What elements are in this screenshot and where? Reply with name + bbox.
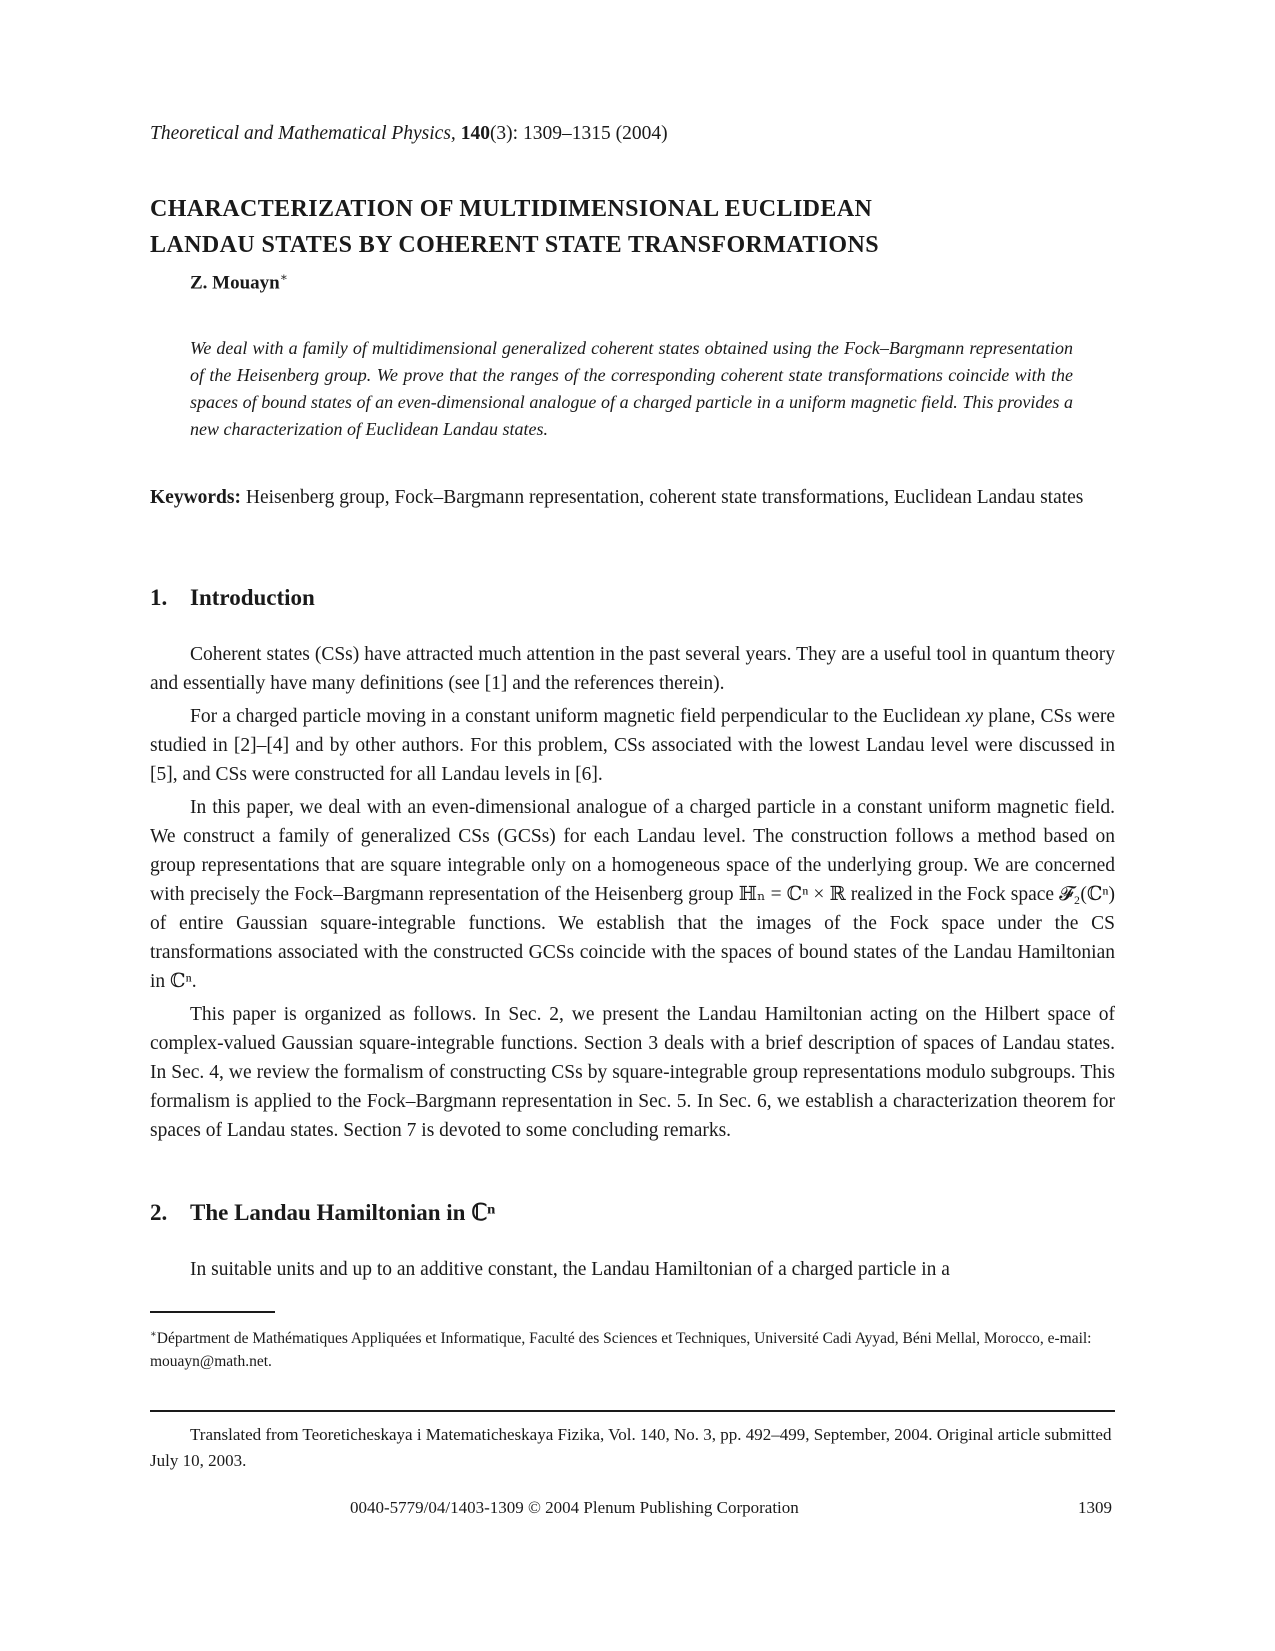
math-xy: xy [965, 706, 984, 727]
section-2-heading [150, 1200, 495, 1226]
footnote-rule [150, 1311, 275, 1313]
title-line-1: CHARACTERIZATION OF MULTIDIMENSIONAL EUCLIDEAN [150, 196, 873, 222]
title-line-2: LANDAU STATES BY COHERENT STATE TRANSFORMATIONS [150, 232, 879, 258]
author-footnote-mark: ∗ [279, 270, 288, 284]
math-heisenberg-group: ℍₙ = ℂⁿ × ℝ [738, 884, 846, 905]
keywords [150, 485, 1115, 511]
keywords-label: Keywords: [150, 487, 241, 508]
journal-volume: 140 [460, 123, 490, 144]
section-2-body [150, 1255, 1115, 1288]
footnote-mark: ∗ [150, 1329, 157, 1340]
section-title: The Landau Hamiltonian in ℂⁿ [190, 1200, 496, 1225]
paragraph: In this paper, we deal with an even-dimensional analogue of a charged particle in a constant uniform magnetic field. We construct a family of generalized CSs (GCSs) for each Landau level. The construction follows a method based on group representations that are square integrable only on a homogeneous space of the underlying group. We are concerned with precisely the Fock–Bargmann representation of the Heisenberg group ℍₙ = ℂⁿ × ℝ realized in the Fock space 𝓕₂(ℂⁿ) of entire Gaussian square-integrable functions. We establish that the images of the Fock space under the CS transformations associated with the constructed GCSs coincide with the spaces of bound states of the Landau Hamiltonian in ℂⁿ. [150, 797, 1115, 992]
section-1-heading [150, 585, 315, 611]
section-number: 2. [150, 1200, 168, 1225]
abstract: We deal with a family of multidimensional generalized coherent states obtained using the Fock–Bargmann representation of the Heisenberg group. We prove that the ranges of the corresponding coherent state transformations coincide with the spaces of bound states of an even-dimensional analogue of a charged particle in a uniform magnetic field. This provides a new characterization of Euclidean Landau states. [190, 338, 1073, 439]
journal-issue-pages: (3): 1309–1315 (2004) [489, 123, 668, 144]
math-fock-space: 𝓕₂(ℂⁿ) [1059, 884, 1115, 905]
publisher-line: 0040-5779/04/1403-1309 © 2004 Plenum Publishing Corporation [350, 1498, 799, 1517]
page-number: 1309 [1078, 1498, 1112, 1517]
section-1-body [150, 640, 1115, 1149]
paragraph: In suitable units and up to an additive constant, the Landau Hamiltonian of a charged particle in a [190, 1259, 950, 1280]
translation-note [150, 1422, 1115, 1474]
paragraph: For a charged particle moving in a constant uniform magnetic field perpendicular to the Euclidean xy plane, CSs were studied in [2]–[4] and by other authors. For this problem, CSs associated with the lowest Landau level were discussed in [5], and CSs were constructed for all Landau levels in [6]. [150, 706, 1115, 785]
journal-name: Theoretical and Mathematical Physics, [150, 123, 456, 144]
translation-note-text: Translated from Teoreticheskaya i Matematicheskaya Fizika, Vol. 140, No. 3, pp. 492–499, September, 2004. Original article submitted July 10, 2003. [150, 1425, 1112, 1470]
section-number: 1. [150, 585, 168, 610]
paper-title [150, 191, 1130, 263]
section-title: Introduction [190, 585, 315, 610]
math-cn: ℂⁿ [170, 971, 192, 992]
translation-rule [150, 1410, 1115, 1412]
journal-citation [150, 123, 668, 145]
paragraph: Coherent states (CSs) have attracted much attention in the past several years. They are a useful tool in quantum theory and essentially have many definitions (see [1] and the references therein). [150, 644, 1115, 694]
author-affiliation-footnote [150, 1323, 1115, 1373]
author [190, 270, 288, 294]
paragraph: This paper is organized as follows. In Sec. 2, we present the Landau Hamiltonian acting on the Hilbert space of complex-valued Gaussian square-integrable functions. Section 3 deals with a brief description of spaces of Landau states. In Sec. 4, we review the formalism of constructing CSs by square-integrable group representations modulo subgroups. This formalism is applied to the Fock–Bargmann representation in Sec. 5. In Sec. 6, we establish a characterization theorem for spaces of Landau states. Section 7 is devoted to some concluding remarks. [150, 1004, 1115, 1141]
author-name: Z. Mouayn [190, 272, 280, 294]
footnote-text: Départment de Mathématiques Appliquées et Informatique, Faculté des Sciences et Techniques, Université Cadi Ayyad, Béni Mellal, Morocco, e-mail: mouayn@math.net. [150, 1330, 1092, 1371]
keywords-text: Heisenberg group, Fock–Bargmann representation, coherent state transformations, Euclidean Landau states [245, 487, 1084, 508]
